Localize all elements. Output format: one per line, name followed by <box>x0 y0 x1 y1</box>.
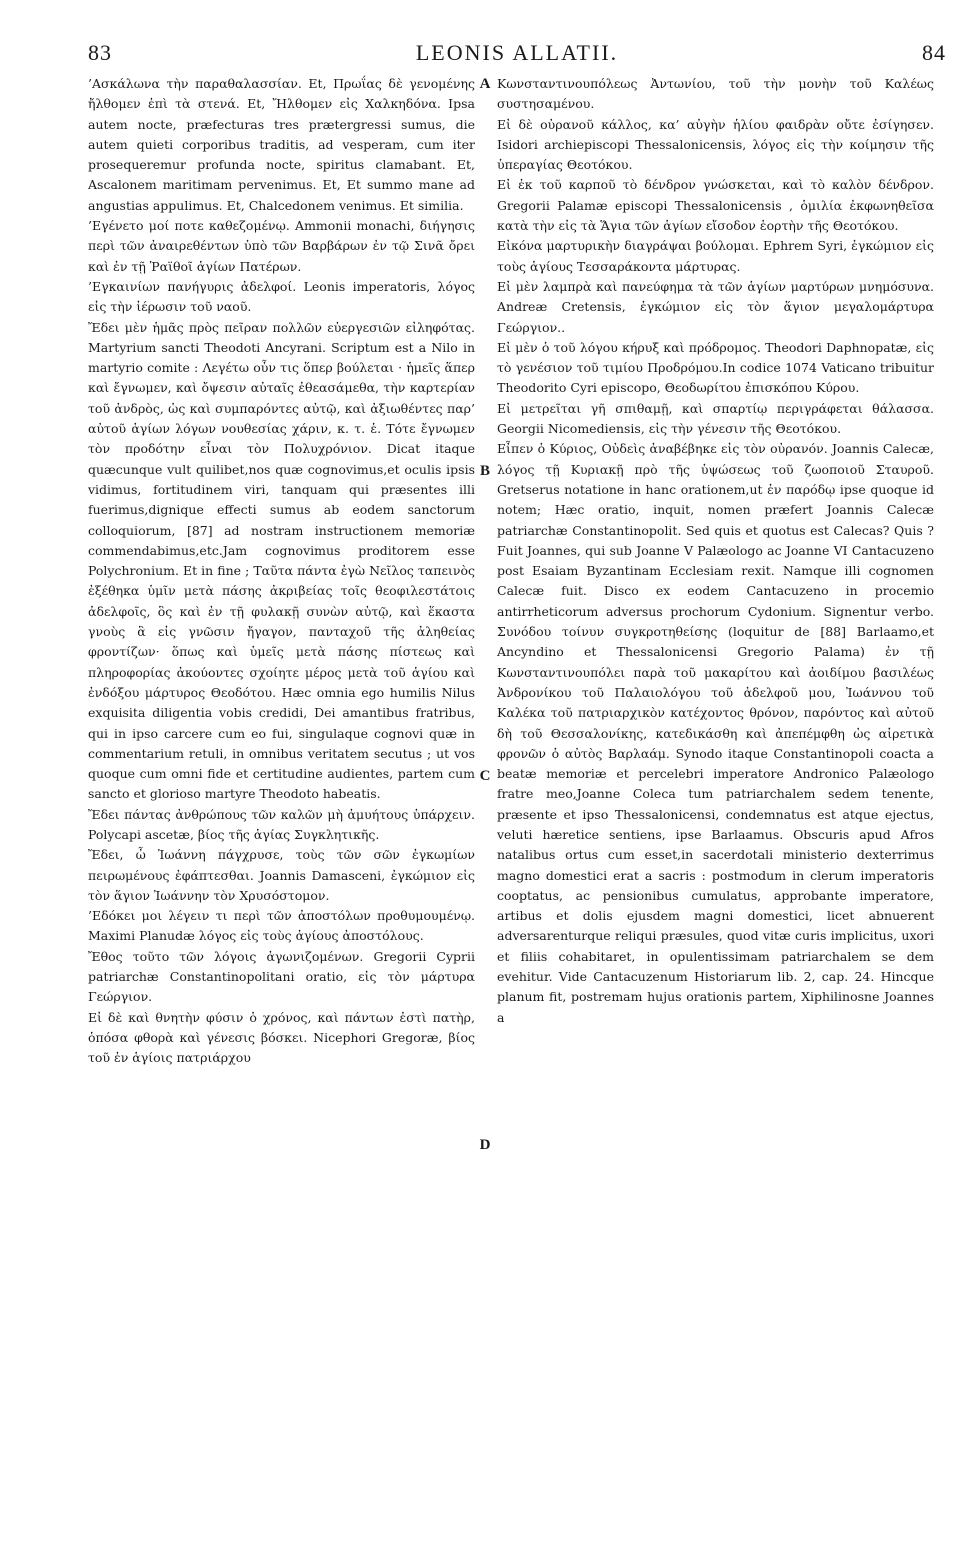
paragraph: Ἔδει, ὦ Ἰωάννη πάγχρυσε, τοὺς τῶν σῶν ἐγκωμίων πειρωμένους ἐφάπτεσθαι. Joannis Damasceni, ἐγκώμιον εἰς τὸν ἅγιον Ἰωάννην τὸν Χρυσόστομον. <box>88 847 475 903</box>
right-column <box>497 74 934 1514</box>
page-header <box>88 34 946 74</box>
paragraph: ’Εγένετο μοί ποτε καθεζομένῳ. Ammonii monachi, διήγησις περὶ τῶν ἀναιρεθέντων ὑπὸ τῶν Βαρβάρων ἐν τῷ Σινᾶ ὄρει καὶ ἐν τῇ Ῥαϊθοῖ ἁγίων Πατέρων. <box>88 218 475 274</box>
margin-marker-d: D <box>479 1137 491 1153</box>
page-number-right: 84 <box>922 40 946 65</box>
paragraph: ’Ασκάλωνα τὴν παραθαλασσίαν. Et, Πρωΐας δὲ γενομένης ἤλθομεν ἐπὶ τὰ στενά. Et, Ἤλθομεν εἰς Χαλκηδόνα. Ipsa autem nocte, præfecturas tres prætergressi sumus, die autem quieti corporibus traditis, ad vesperam, cum iter prosequeremur profunda nocte, spiritus clamabant. Et, Ascalonem maritimam pervenimus. Et, Et summo mane ad angustias appulimus. Et, Chalcedonem venimus. Et similia. <box>88 76 475 213</box>
paragraph: Ἔθος τοῦτο τῶν λόγοις ἀγωνιζομένων. Gregorii Cyprii patriarchæ Constantinopolitani oratio, εἰς τὸν μάρτυρα Γεώργιον. <box>88 948 475 1005</box>
paragraph: Κωνσταντινουπόλεως Ἀντωνίου, τοῦ τὴν μονὴν τοῦ Καλέως συστησαμένου. <box>497 76 934 112</box>
margin-marker-b: B <box>479 463 490 479</box>
running-title: LEONIS ALLATII. <box>415 40 619 65</box>
paragraph: Εἰ μὲν ὁ τοῦ λόγου κήρυξ καὶ πρόδρομος. Theodori Daphnopatæ, εἰς τὸ γενέσιον τοῦ τιμίου Προδρόμου.In codice 1074 Vaticano tribuitur Theodorito Cyri episcopo, Θεοδωρίτου ἐπισκόπου Κύρου. <box>497 339 934 396</box>
page-number-left: 83 <box>88 40 112 65</box>
paragraph: Εἰ δὲ καὶ θνητὴν φύσιν ὁ χρόνος, καὶ πάντων ἐστὶ πατὴρ, ὁπόσα φθορὰ καὶ γένεσις βόσκει. Nicephori Gregoræ, βίος τοῦ ἐν ἁγίοις πατριάρχου <box>88 1009 475 1066</box>
margin-marker-a: A <box>479 76 491 92</box>
paragraph: Ἔδει πάντας ἀνθρώπους τῶν καλῶν μὴ ἀμυήτους ὑπάρχειν. Polycapi ascetæ, βίος τῆς ἁγίας Συγκλητικῆς. <box>88 806 475 842</box>
paragraph: Εἰκόνα μαρτυρικὴν διαγράψαι βούλομαι. Ephrem Syri, ἐγκώμιον εἰς τοὺς ἁγίους Τεσσαράκοντα μάρτυρας. <box>497 238 934 274</box>
paragraph: Εἰ μὲν λαμπρὰ καὶ πανεύφημα τὰ τῶν ἁγίων μαρτύρων μνημόσυνα. Andreæ Cretensis, ἐγκώμιον εἰς τὸν ἅγιον μεγαλομάρτυρα Γεώργιον.. <box>497 278 934 335</box>
margin-marker-c: C <box>479 768 491 784</box>
paragraph: Εἰ μετρεῖται γῆ σπιθαμῇ, καὶ σπαρτίῳ περιγράφεται θάλασσα. Georgii Nicomediensis, εἰς τὴν γένεσιν τῆς Θεοτόκου. <box>497 400 934 437</box>
paragraph: ’Εγκαινίων πανήγυρις ἀδελφοί. Leonis imperatoris, λόγος εἰς τὴν ἱέρωσιν τοῦ ναοῦ. <box>88 278 475 315</box>
paragraph: ’Εδόκει μοι λέγειν τι περὶ τῶν ἀποστόλων προθυμουμένῳ. Maximi Planudæ λόγος εἰς τοὺς ἁγίους ἀποστόλους. <box>88 908 475 944</box>
paragraph: Εἶπεν ὁ Κύριος, Οὐδεὶς ἀναβέβηκε εἰς τὸν οὐρανόν. Joannis Calecæ, λόγος τῇ Κυριακῇ πρὸ τῆς ὑψώσεως τοῦ ζωοποιοῦ Σταυροῦ. Gretserus notatione in hanc orationem,ut ἐν παρόδῳ ipse quoque id notem; Hæc oratio, inquit, nomen præfert Joannis Calecæ patriarchæ Constantinopolit. Sed quis et quotus est Calecas? Quis ? Fuit Joannes, qui sub Joanne V Palæologo ac Joanne VI Cantacuzeno post Esaiam Byzantinam Ecclesiam rexit. Namque illi cognomen Calecæ fuit. Disco ex eodem Cantacuzeno in procemio antirrheticorum adversus prochorum Cydonium. Signentur verbo. Συνόδου τοίνυν συγκροτηθείσης (loquitur de [88] Barlaamo,et Ancyndino et Thessalonicensi Gregorio Palama) ἐν τῇ Κωνσταντινουπόλει παρὰ τοῦ μακαρίτου καὶ ἀοιδίμου βασιλέως Ἀνδρονίκου τοῦ Παλαιολόγου τοῦ ἀδελφοῦ μου, Ἰωάννου τοῦ Καλέκα τοῦ πατριαρχικὸν κατέχοντος θρόνον, παρόντος καὶ αὐτοῦ δὴ τοῦ Θεσσαλονίκης, κατεδικάσθη καὶ ἀπεπέμφθη ὡς αἱρετικὰ φρονῶν ὁ αὐτὸς Βαρλαάμ. Synodo itaque Constantinopoli coacta a beatæ memoriæ et percelebri imperatore Andronico Palæologo fratre meo,Joanne Coleca tum patriarchalem sedem tenente, præsente et ipso Thessalonicensi, condemnatus est atque ejectus, veluti hæretice sentiens, ipse Barlaamus. Obscuris apud Afros natalibus ortus cum esset,in sacerdotali ministerio dexterrimus magno domestici erat a sacris : postmodum in clerum imperatoris cooptatus, ac pensionibus cumulatus, approbante imperatore, artibus et dolis ejusdem magni domestici, licet abnuerent adversarenturque reliqui præsules, quod vitæ curis implicitus, uxori et filiis cohabitaret, in opulentissimam patriarchalem se dem evehitur. Vide Cantacuzenum Historiarum lib. 2, cap. 24. Hincque planum fit, postremam hujus orationis partem, Xiphilinosne Joannes a <box>497 441 934 1025</box>
left-column <box>88 74 475 1514</box>
paragraph: Εἰ ἐκ τοῦ καρποῦ τὸ δένδρον γνώσκεται, καὶ τὸ καλὸν δένδρον. Gregorii Palamæ episcopi Thessalonicensis , ὁμιλία ἐκφωνηθεῖσα κατὰ τὴν εἰς τὰ Ἅγια τῶν ἁγίων εἴσοδον ἑορτὴν τῆς Θεοτόκου. <box>497 177 934 234</box>
paragraph: Εἰ δὲ οὐρανοῦ κάλλος, κα’ αὐγὴν ἡλίου φαιδρὰν οὔτε ἐσίγησεν. Isidori archiepiscopi Thessalonicensis, λόγος εἰς τὴν κοίμησιν τῆς ὑπεραγίας Θεοτόκου. <box>497 116 934 173</box>
paragraph: Ἔδει μὲν ἡμᾶς πρὸς πεῖραν πολλῶν εὐεργεσιῶν εἰληφότας. Martyrium sancti Theodoti Ancyrani. Scriptum est a Nilo in martyrio comite : Λεγέτω οὖν τις ὅπερ βούλεται · ἡμεῖς ἅπερ καὶ ἔγνωμεν, καὶ ὄψεσιν αὐταῖς ἐθεασάμεθα, τὴν καρτερίαν τοῦ ἀνδρὸς, ὡς καὶ συμπαρόντες αὐτῷ, καὶ ἀξιωθέντες παρ’ αὐτοῦ ἁγίων λόγων νουθεσίας χάριν, κ. τ. ἑ. Τότε ἔγνωμεν τὸν προδότην εἶναι τὸν Πολυχρόνιον. Dicat itaque quæcunque vult quilibet,nos quæ cognovimus,et oculis ipsis vidimus, fortitudinem viri, tanquam qui præsentes illi fuerimus,dignique effecti sumus ab eodem sanctorum colloquiorum, [87] ad nostram instructionem memoriæ commendabimus,etc.Jam cognovimus proditorem esse Polychronium. Et in fine ; Ταῦτα πάντα ἐγὼ Νεῖλος ταπεινὸς ἐξέθηκα ὑμῖν μετὰ πάσης ἀκριβείας τοῖς θεοφιλεστάτοις ἀδελφοῖς, ὃς καὶ ἐν τῇ φυλακῇ συνὼν αὐτῷ, καὶ ἕκαστα γνοὺς ἃ εἰς γνῶσιν ἤγαγον, πανταχοῦ τῆς ἀληθείας φροντίζων· ὅπως καὶ ὑμεῖς μετὰ πάσης πίστεως καὶ πληροφορίας ἀκούοντες σχοίητε μέρος μετὰ τοῦ ἁγίου καὶ ἐνδόξου μάρτυρος Θεοδότου. Hæc omnia ego humilis Nilus exquisita diligentia vobis credidi, Dei amantibus fratribus, qui in ipso carcere cum eo fui, singulaque cognovi quæ in commentarium retuli, in omnibus veritatem secutus ; ut vos quoque cum omni fide et certitudine audientes, partem cum sancto et glorioso martyre Theodoto habeatis. <box>88 319 475 802</box>
